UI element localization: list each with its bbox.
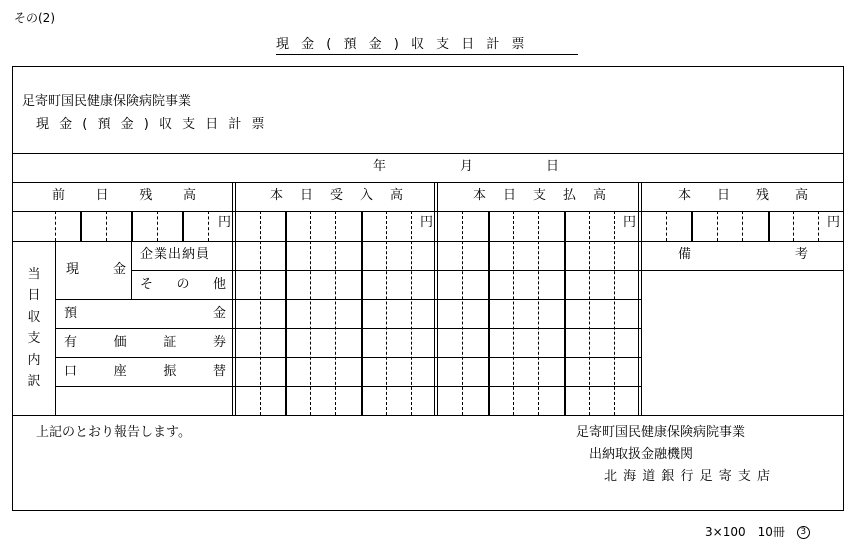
col-header-char: 払 (562, 188, 576, 203)
rule-date-top (12, 153, 844, 154)
digit-line (589, 211, 590, 415)
yen-unit: 円 (218, 215, 232, 230)
col-header-char: 日 (299, 188, 313, 203)
section-label-char: 日 (27, 288, 41, 304)
rule-header-top (12, 182, 844, 183)
cash-other-char: 他 (212, 277, 226, 292)
digit-line-major (361, 211, 363, 415)
date-month: 月 (460, 159, 474, 174)
rule-body-bottom (12, 415, 844, 416)
row-label-char: 証 (163, 335, 177, 350)
cash-other-label (140, 278, 226, 291)
col-header-char: 本 (270, 188, 284, 203)
rule-header-bottom (12, 211, 844, 212)
col-header-char: 日 (502, 188, 516, 203)
date-year: 年 (373, 159, 387, 174)
digit-line (666, 211, 667, 241)
col-sep-1a (232, 182, 233, 415)
stamp-number: 3 (797, 526, 810, 539)
digit-line (157, 211, 158, 241)
yen-unit: 円 (827, 215, 841, 230)
form-title: 現 金 ( 預 金 ) 収 支 日 計 票 (276, 37, 525, 52)
cash-label-char: 現 (66, 262, 80, 277)
digit-line-major (768, 211, 770, 241)
cash-other-char: の (176, 277, 190, 292)
col-header-receipts (270, 189, 403, 202)
digit-line-major (182, 211, 184, 241)
form-title-underline (276, 54, 578, 55)
digit-line (513, 211, 514, 415)
cash-label-char: 金 (112, 262, 126, 277)
col-header-char: 高 (794, 188, 808, 203)
remarks-char: 考 (794, 247, 808, 262)
digit-line (411, 211, 412, 415)
form-frame (12, 66, 844, 511)
col-sep-2b (437, 182, 438, 415)
section-label-char: 訳 (27, 373, 41, 389)
digit-line (538, 211, 539, 415)
col-header-char: 本 (678, 188, 692, 203)
digit-line (310, 211, 311, 415)
row-label-securities (64, 336, 226, 349)
col-header-payments (473, 189, 606, 202)
row-label-char: 金 (212, 306, 226, 321)
col-header-char: 残 (139, 188, 153, 203)
report-statement: 上記のとおり報告します。 (36, 425, 191, 440)
col-header-char: 高 (592, 188, 606, 203)
section-divider (55, 241, 56, 415)
col-header-char: 受 (329, 188, 343, 203)
digit-line-major (131, 211, 133, 241)
digit-line (717, 211, 718, 241)
col-header-char: 高 (389, 188, 403, 203)
rule-row-2 (55, 328, 641, 329)
digit-line (335, 211, 336, 415)
row-label-char: 口 (64, 364, 78, 379)
yen-unit: 円 (420, 215, 434, 230)
rule-row-1 (55, 299, 641, 300)
col-header-char: 前 (52, 188, 66, 203)
page-label: その(2) (14, 11, 55, 25)
org-name: 足寄町国民健康保険病院事業 (22, 94, 192, 109)
digit-line (55, 211, 56, 241)
row-label-char: 券 (212, 335, 226, 350)
digit-line (742, 211, 743, 241)
cash-other-char: そ (140, 277, 154, 292)
digit-line (462, 211, 463, 415)
row-label-char: 振 (163, 364, 177, 379)
rule-row-4 (55, 386, 641, 387)
col-header-prev-balance (52, 189, 196, 202)
digit-line-major (80, 211, 82, 241)
cash-divider (131, 241, 132, 299)
digit-line (614, 211, 615, 415)
col-header-char: 日 (95, 188, 109, 203)
col-header-char: 入 (359, 188, 373, 203)
row-label-transfer (64, 365, 226, 378)
col-header-char: 日 (716, 188, 730, 203)
yen-unit: 円 (623, 215, 637, 230)
digit-line-major (564, 211, 566, 415)
section-label-char: 内 (27, 352, 41, 368)
row-label-char: 有 (64, 335, 78, 350)
rule-remarks-header (641, 270, 844, 271)
footer-org-name: 足寄町国民健康保険病院事業 (576, 425, 746, 440)
row-label-char: 替 (212, 364, 226, 379)
print-code (705, 526, 810, 539)
col-header-char: 高 (182, 188, 196, 203)
rule-body-top (12, 241, 844, 242)
col-header-char: 本 (473, 188, 487, 203)
digit-line (386, 211, 387, 415)
col-header-char: 残 (755, 188, 769, 203)
digit-line (793, 211, 794, 241)
footer-bank: 北 海 道 銀 行 足 寄 支 店 (604, 469, 771, 484)
row-label-char: 座 (113, 364, 127, 379)
digit-line-major (691, 211, 693, 241)
col-header-char: 支 (532, 188, 546, 203)
col-sep-3a (638, 182, 639, 415)
row-label-char: 預 (64, 306, 78, 321)
digit-line (106, 211, 107, 241)
digit-line-major (285, 211, 287, 415)
footer-agent: 出納取扱金融機関 (589, 447, 694, 462)
cash-label (66, 263, 126, 276)
section-label-char: 支 (27, 331, 41, 347)
digit-line (208, 211, 209, 241)
date-day: 日 (546, 159, 560, 174)
section-label-char: 当 (27, 267, 41, 282)
col-sep-3b (641, 182, 642, 415)
section-label-char: 収 (27, 309, 41, 325)
print-code-text: 3×100 10冊 (705, 525, 785, 539)
col-sep-1b (235, 182, 236, 415)
digit-line (818, 211, 819, 241)
digit-line-major (488, 211, 490, 415)
sub-title: 現 金 ( 預 金 ) 収 支 日 計 票 (36, 117, 265, 132)
col-header-today-balance (678, 189, 808, 202)
remarks-char: 備 (678, 247, 692, 262)
row-label-deposit (64, 307, 226, 320)
col-sep-2a (434, 182, 435, 415)
cash-enterprise-label: 企業出納員 (140, 247, 211, 262)
section-label (26, 268, 42, 388)
rule-row-3 (55, 357, 641, 358)
digit-line (260, 211, 261, 415)
remarks-header (678, 248, 808, 261)
row-label-char: 価 (113, 335, 127, 350)
